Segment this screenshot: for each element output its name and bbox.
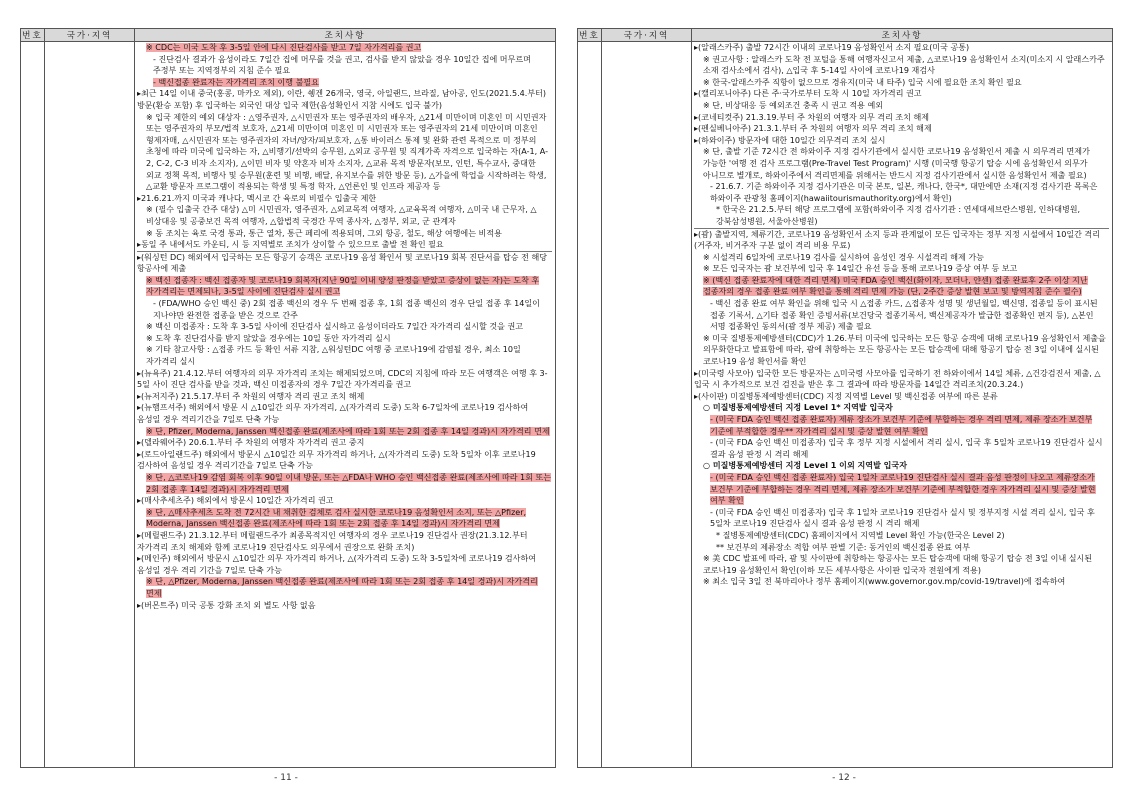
measure-line: ※ 단, 비상대응 등 예외조건 충족 시 권고 적용 예외 (703, 100, 884, 110)
page-number-left: - 11 - (274, 773, 298, 783)
measure-line: * 한국은 21.2.5.부터 해당 프로그램에 포함(하와이주 지정 검사기관 : 연세대세브란스병원, 인하대병원, 강북삼성병원, 서울아산병원) (716, 205, 1081, 226)
measure-line: ▸(워싱턴 DC) 해외에서 입국하는 모든 항공기 승객은 코로나19 음성 확인서 및 코로나19 회복 진단서를 탑승 전 해당 항공사에 제출 (137, 252, 548, 274)
measure-line: ※ 백신 접종자 : 백신 접종자 및 코로나19 회복자(지난 90일 이내 양성 판정을 받았고 증상이 없는 자)는 도착 후 자가격리는 면제되나, 3-5일 사이에 진단검사 실시 권고 (146, 275, 540, 297)
country-cell (602, 42, 692, 768)
num-cell (578, 42, 602, 768)
measure-line: ▸(로드아일랜드주) 해외에서 방문시 △10일간 의무 자가격리 하거나, △(자가격리 도중) 도착 5일차 이후 코로나19 검사하여 음성일 경우 격리기간을 7일로 단축 가능 (137, 449, 536, 471)
measure-line: ○ 미질병통제예방센터 지정 Level 1* 지역발 입국자 (703, 403, 893, 413)
measure-line: ▸(괌) 출발지역, 체류기간, 코로나19 음성확인서 소지 등과 관계없이 모든 입국자는 정부 지정 시설에서 10일간 격리(거주자, 비거주자 구분 없이 격리 비용 무료) (694, 229, 1100, 251)
measures-cell (692, 42, 1113, 768)
measure-line: ▸(코네티컷주) 21.3.19.부터 주 차원의 여행자 의무 격리 조치 해제 (694, 112, 930, 122)
header-measures: 조치사항 (692, 29, 1113, 42)
measures-table-left (20, 28, 556, 768)
page-12 (577, 28, 1113, 768)
measure-line: - 백신접종 완료자는 자가격리 조치 이행 불필요 (153, 77, 319, 87)
header-num: 번호 (578, 29, 602, 42)
measure-line: ※ 단, △Pfizer, Moderna, Janssen 백신접종 완료(제조사에 따라 1회 또는 2회 접종 후 14일 경과)시 자가격리 면제 (146, 577, 538, 598)
measure-line: - 21.6.7. 기준 하와이주 지정 검사기관은 미국 본토, 일본, 캐나다, 한국*, 대만에만 소재(지정 검사기관 목록은 하와이주 관광청 홈페이지(hawaiitourismauthority.org)에서 확인) (710, 182, 1098, 203)
measure-line: * 질병통제예방센터(CDC) 홈페이지에서 지역별 Level 확인 가능(한국은 Level 2) (716, 530, 1005, 540)
measure-line: ▸최근 14일 이내 중국(홍콩, 마카오 제외), 이란, 쉥겐 26개국, 영국, 아일랜드, 브라질, 남아공, 인도(2021.5.4.부터) 방문(환승 포함) 후 입국하는 외국인 대상 입국 제한(음성확인서 지참 시에도 입국 불가) (137, 89, 547, 110)
measure-line: ※ 최소 입국 3일 전 북마리아나 정부 홈페이지(www.governor.gov.mp/covid-19/travel)에 접속하여 (703, 577, 1066, 587)
measure-line: ※ CDC는 미국 도착 후 3-5일 안에 다시 진단검사를 받고 7일 자가격리를 권고 (146, 43, 422, 52)
measure-line: ▸(델라웨어주) 20.6.1.부터 주 차원의 여행자 자가격리 권고 중지 (137, 438, 365, 448)
measure-line: - (미국 FDA 승인 백신 미접종자) 입국 후 1일차 코로나19 진단검사 실시 및 정부지정 시설 격리 실시, 입국 후 5일차 코로나19 진단검사 실시 결과 음성 판정 시 격리 해제 (710, 507, 1095, 529)
measure-block (694, 229, 1109, 588)
header-num: 번호 (21, 29, 45, 42)
page-11 (20, 28, 556, 768)
measure-line: ▸(미국령 사모아) 입국한 모든 방문자는 △미국령 사모아를 입국하기 전 하와이에서 14일 체류, △건강검진서 제출, △입국 시 추가적으로 보건 검진을 받은 후 그 결과에 따라 방문자를 14일간 격리조치(20.3.24.) (694, 368, 1101, 390)
measure-line: - (FDA/WHO 승인 백신 중) 2회 접종 백신의 경우 두 번째 접종 후, 1회 접종 백신의 경우 단일 접종 후 14일이 지나야만 완전한 접종을 받은 것으로 간주 (153, 299, 540, 320)
measure-block (137, 252, 552, 611)
measure-line: ※ 모든 입국자는 괌 보건부에 입국 후 14일간 유선 등을 통해 코로나19 증상 여부 등 보고 (703, 264, 1018, 274)
measure-line: ※ 시설격리 6일차에 코로나19 검사를 실시하여 음성인 경우 시설격리 해제 가능 (703, 252, 984, 262)
measure-line: ※ 美 CDC 발표에 따라, 괌 및 사이판에 취항하는 항공사는 모든 탑승객에 대해 항공기 탑승 전 3일 이내 실시된 코로나19 음성확인서 확인(이하 모든 세부사항은 사이판 입국자 전원에게 적용) (703, 554, 1093, 575)
measure-block (694, 42, 1109, 229)
header-measures: 조치사항 (135, 29, 556, 42)
num-cell (21, 42, 45, 768)
header-country: 국가·지역 (602, 29, 692, 42)
measure-line: ※ (필수 입출국 간주 대상) △미 시민권자, 영주권자, △외교목적 여행자, △교육목적 여행자, △미국 내 근무자, △비상대응 및 공중보건 목적 여행자, △합법적 국경간 무역 종사자, △정부, 외교, 군 관계자 (146, 205, 537, 226)
measures-cell (135, 42, 556, 768)
measure-line: ▸(메인주) 해외에서 방문시 △10일간 의무 자가격리 하거나, △(자가격리 도중) 도착 3-5일차에 코로나19 검사하여 음성일 경우 격리 기간을 7일로 단축 가능 (137, 554, 537, 575)
measure-line: ○ 미질병통제예방센터 지정 Level 1 이외 지역발 입국자 (703, 461, 907, 471)
measure-line: ※ 기타 참고사항 : △접종 카드 등 확인 서류 지참, △워싱턴DC 여행 중 코로나19에 감염될 경우, 최소 10일 자가격리 실시 (146, 345, 521, 367)
measure-line: ▸(버몬트주) 미국 공통 강화 조치 외 별도 사항 없음 (137, 600, 316, 610)
header-country: 국가·지역 (45, 29, 135, 42)
measure-line: ▸(캘리포니아주) 다른 주·국가로부터 도착 시 10일 자가격리 권고 (694, 89, 922, 99)
measure-line: ※ 입국 제한의 예외 대상자 : △영주권자, △시민권자 또는 영주권자의 배우자, △21세 미만이며 미혼인 미 시민권자 또는 영주권자의 부모/법적 보호자, △21세 미만이며 미혼인 미 시민권자 또는 영주권자의 21세 미만이며 미혼인 형제자매, △시민권자 또는 영주권자의 자녀/양자/피보호자, △통 바이러스 통제 및 완화 관련 목적으로 미 정부의 초청에 따라 미국에 입국하는 자, △비행기/선박의 승무원, △외교 공무원 및 직계가족 자격으로 입국하는 자(A-1, A-2, C-2, C-3 비자 소지자), △이민 비자 및 약혼자 비자 소지자, △교류 목적 방문자(보모, 인턴, 특수교사, 중대한 외교 정책 목적, 비행사 및 승무원(훈련 및 비행, 배달, 유지보수를 위한 방문 등), △가을에 학업을 시작하려는 학생, △교환 방문자 프로그램이 적용되는 학생 및 특정 학자, △언론인 및 인프라 제공자 등 (146, 112, 548, 192)
measure-block (137, 42, 552, 252)
measure-line: ▸(뉴욕주) 21.4.12.부터 여행자의 의무 자가격리 조치는 해제되었으며, CDC의 지침에 따라 모든 여행객은 여행 후 3-5일 사이 진단 검사를 받을 것과, 백신 미접종자의 경우 7일간 자가격리를 권고 (137, 368, 548, 390)
measure-line: ▸(펜실베니아주) 21.3.1.부터 주 차원의 여행자 의무 격리 조치 해제 (694, 124, 932, 134)
measure-line: ▸(뉴햄프셔주) 해외에서 방문 시 △10일간 의무 자가격리, △(자가격리 도중) 도착 6-7일차에 코로나19 검사하여 음성일 경우 격리기간을 7일로 단축 가능 (137, 403, 529, 424)
measure-line: - (미국 FDA 승인 백신 접종 완료자) 입국 1일차 코로나19 진단검사 실시 결과 음성 판정이 나오고 제류장소가 보건부 기준에 부합하는 경우 격리 면제, 제류 장소가 보건부 기준에 부적합한 경우 자가격리 실시 및 증상 발현 여부 확인 (710, 472, 1096, 506)
measure-line: ** 보건부의 제류장소 적합 여부 판별 기준: 동거인의 백신접종 완료 여부 (716, 542, 970, 552)
measure-line: ※ 단, △코로나19 감염 회복 이후 90일 이내 방문, 또는 △FDA나 WHO 승인 백신접종 완료(제조사에 따라 1회 또는 2회 접종 후 14일 경과)시 자가격리 면제 (146, 472, 552, 494)
measure-line: - 진단검사 결과가 음성이라도 7일간 집에 머무를 것을 권고, 검사를 받지 않았을 경우 10일간 집에 머무르며 주정부 또는 지역정부의 지침 준수 필요 (153, 54, 531, 76)
measure-line: ▸(하와이주) 방문자에 대한 10일간 의무격리 조치 실시 (694, 135, 886, 145)
measure-line: ※ 단, △매사추세츠 도착 전 72시간 내 채취한 검체로 검사 실시한 코로나19 음성확인서 소지, 또는 △Pfizer, Moderna, Janssen 백신접종 완료(제조사에 따라 1회 또는 2회 접종 후 14일 경과)시 자가격리 면제 (146, 507, 527, 529)
measure-line: ※ 권고사항 : 알래스카 도착 전 포털을 통해 여행자신고서 제출, △코로나19 음성확인서 소지(미소지 시 알래스카주 소재 검사소에서 검사), △입국 후 5-14일 사이에 코로나19 재검사 (703, 54, 1105, 76)
measures-table-right (577, 28, 1113, 768)
measure-line: - (미국 FDA 승인 백신 미접종자) 입국 후 정부 지정 시설에서 격리 실시, 입국 후 5일차 코로나19 진단검사 실시 결과 음성 판정 시 격리 해제 (710, 438, 1103, 459)
measure-line: ▸(매사추세츠주) 해외에서 방문시 10일간 자가격리 권고 (137, 496, 334, 506)
measure-line: ※ 단, 출발 기준 72시간 전 하와이주 지정 검사기관에서 실시한 코로나19 음성확인서 제출 시 의무격리 면제가 가능한 '여행 전 검사 프로그램(Pre-Travel Test Program)' 시행 (미국행 항공기 탑승 시에 음성확인서 의무가 아니므로 별개로, 하와이주에서 격리면제를 위해서는 반드시 지정 검사기관에서 실시한 음성확인서 제출 필요) (703, 147, 1090, 180)
country-cell (45, 42, 135, 768)
measure-line: ▸(뉴저지주) 21.5.17.부터 주 차원의 여행자 격리 권고 조치 해제 (137, 391, 365, 401)
measure-line: ※ 미국 질병통제예방센터(CDC)가 1.26.부터 미국에 입국하는 모든 항공 승객에 대해 코로나19 음성확인서 제출을 의무화한다고 발표함에 따라, 괌에 취항하는 모든 항공사는 모든 탑승객에 대해 항공기 탑승 전 3일 이내에 실시된 코로나19 음성 확인서를 확인 (703, 333, 1106, 367)
measure-line: ▸(사이판) 미질병통제예방센터(CDC) 지정 지역별 Level 및 백신접종 여부에 따른 분류 (694, 391, 998, 401)
measure-line: ※ 단, Pfizer, Moderna, Janssen 백신접종 완료(제조사에 따라 1회 또는 2회 접종 후 14일 경과)시 자가격리 면제 (146, 426, 550, 436)
measure-line: ▸동일 주 내에서도 카운티, 시 등 지역별로 조치가 상이할 수 있으므로 출발 전 확인 필요 (137, 240, 444, 250)
measure-line: - (미국 FDA 승인 백신 접종 완료자) 제류 장소가 보건부 기준에 부합하는 경우 격리 면제, 제류 장소가 보건부 기준에 부적합한 경우** 자가격리 실시 및 증상 발현 여부 확인 (710, 415, 1093, 436)
measure-line: ※ 동 조치는 육로 국경 통과, 통근 열차, 통근 페리에 적용되며, 그외 항공, 철도, 해상 여행에는 비적용 (146, 228, 502, 238)
measure-line: - 백신 접종 완료 여부 확인을 위해 입국 시 △접종 카드, △접종자 성명 및 생년월일, 백신명, 접종일 등이 표시된 접종 기록서, △기타 접종 확인 증빙서류(보건당국 접종기록서, 백신제공자가 발급한 접종확인 편지 등), △본인 서명 접종확인 동의서(괌 정부 제공) 제출 필요 (710, 299, 1098, 332)
measure-line: ※ 한국-알래스카주 직항이 없으므로 경유지(미국 내 타주) 입국 시에 필요한 조치 확인 필요 (703, 77, 1022, 87)
measure-line: ▸21.6.21.까지 미국과 캐나다, 멕시코 간 육로의 비필수 입출국 제한 (137, 193, 377, 203)
measure-line: ※ 백신 미접종자 : 도착 후 3-5일 사이에 진단검사 실시하고 음성이더라도 7일간 자가격리 실시할 것을 권고 (146, 322, 524, 332)
measure-line: ※ 도착 후 진단검사를 받지 않았을 경우에는 10일 동안 자가격리 실시 (146, 333, 391, 343)
measure-line: ▸(메릴랜드주) 21.3.12.부터 메릴랜드주가 최종목적지인 여행자의 경우 코로나19 진단검사 권장(21.3.12.부터 자가격리 조치 해제와 함께 코로나19 진단검사도 의무에서 권장으로 완화 조치) (137, 530, 528, 552)
measure-line: ▸(알래스카주) 출발 72시간 이내의 코로나19 음성확인서 소지 필요(미국 공통) (694, 43, 970, 52)
measure-line: ※ (백신 접종 완료자에 대한 격리 면제) 미국 FDA 승인 백신(화이자, 모더나, 얀센) 접종 완료후 2주 이상 지난 접종자의 경우 접종 완료 여부 확인을 통해 격리 면제 가능 (단, 2주간 증상 발현 보고 및 방역지침 준수 필수) (703, 275, 1088, 297)
page-number-right: - 12 - (832, 773, 856, 783)
